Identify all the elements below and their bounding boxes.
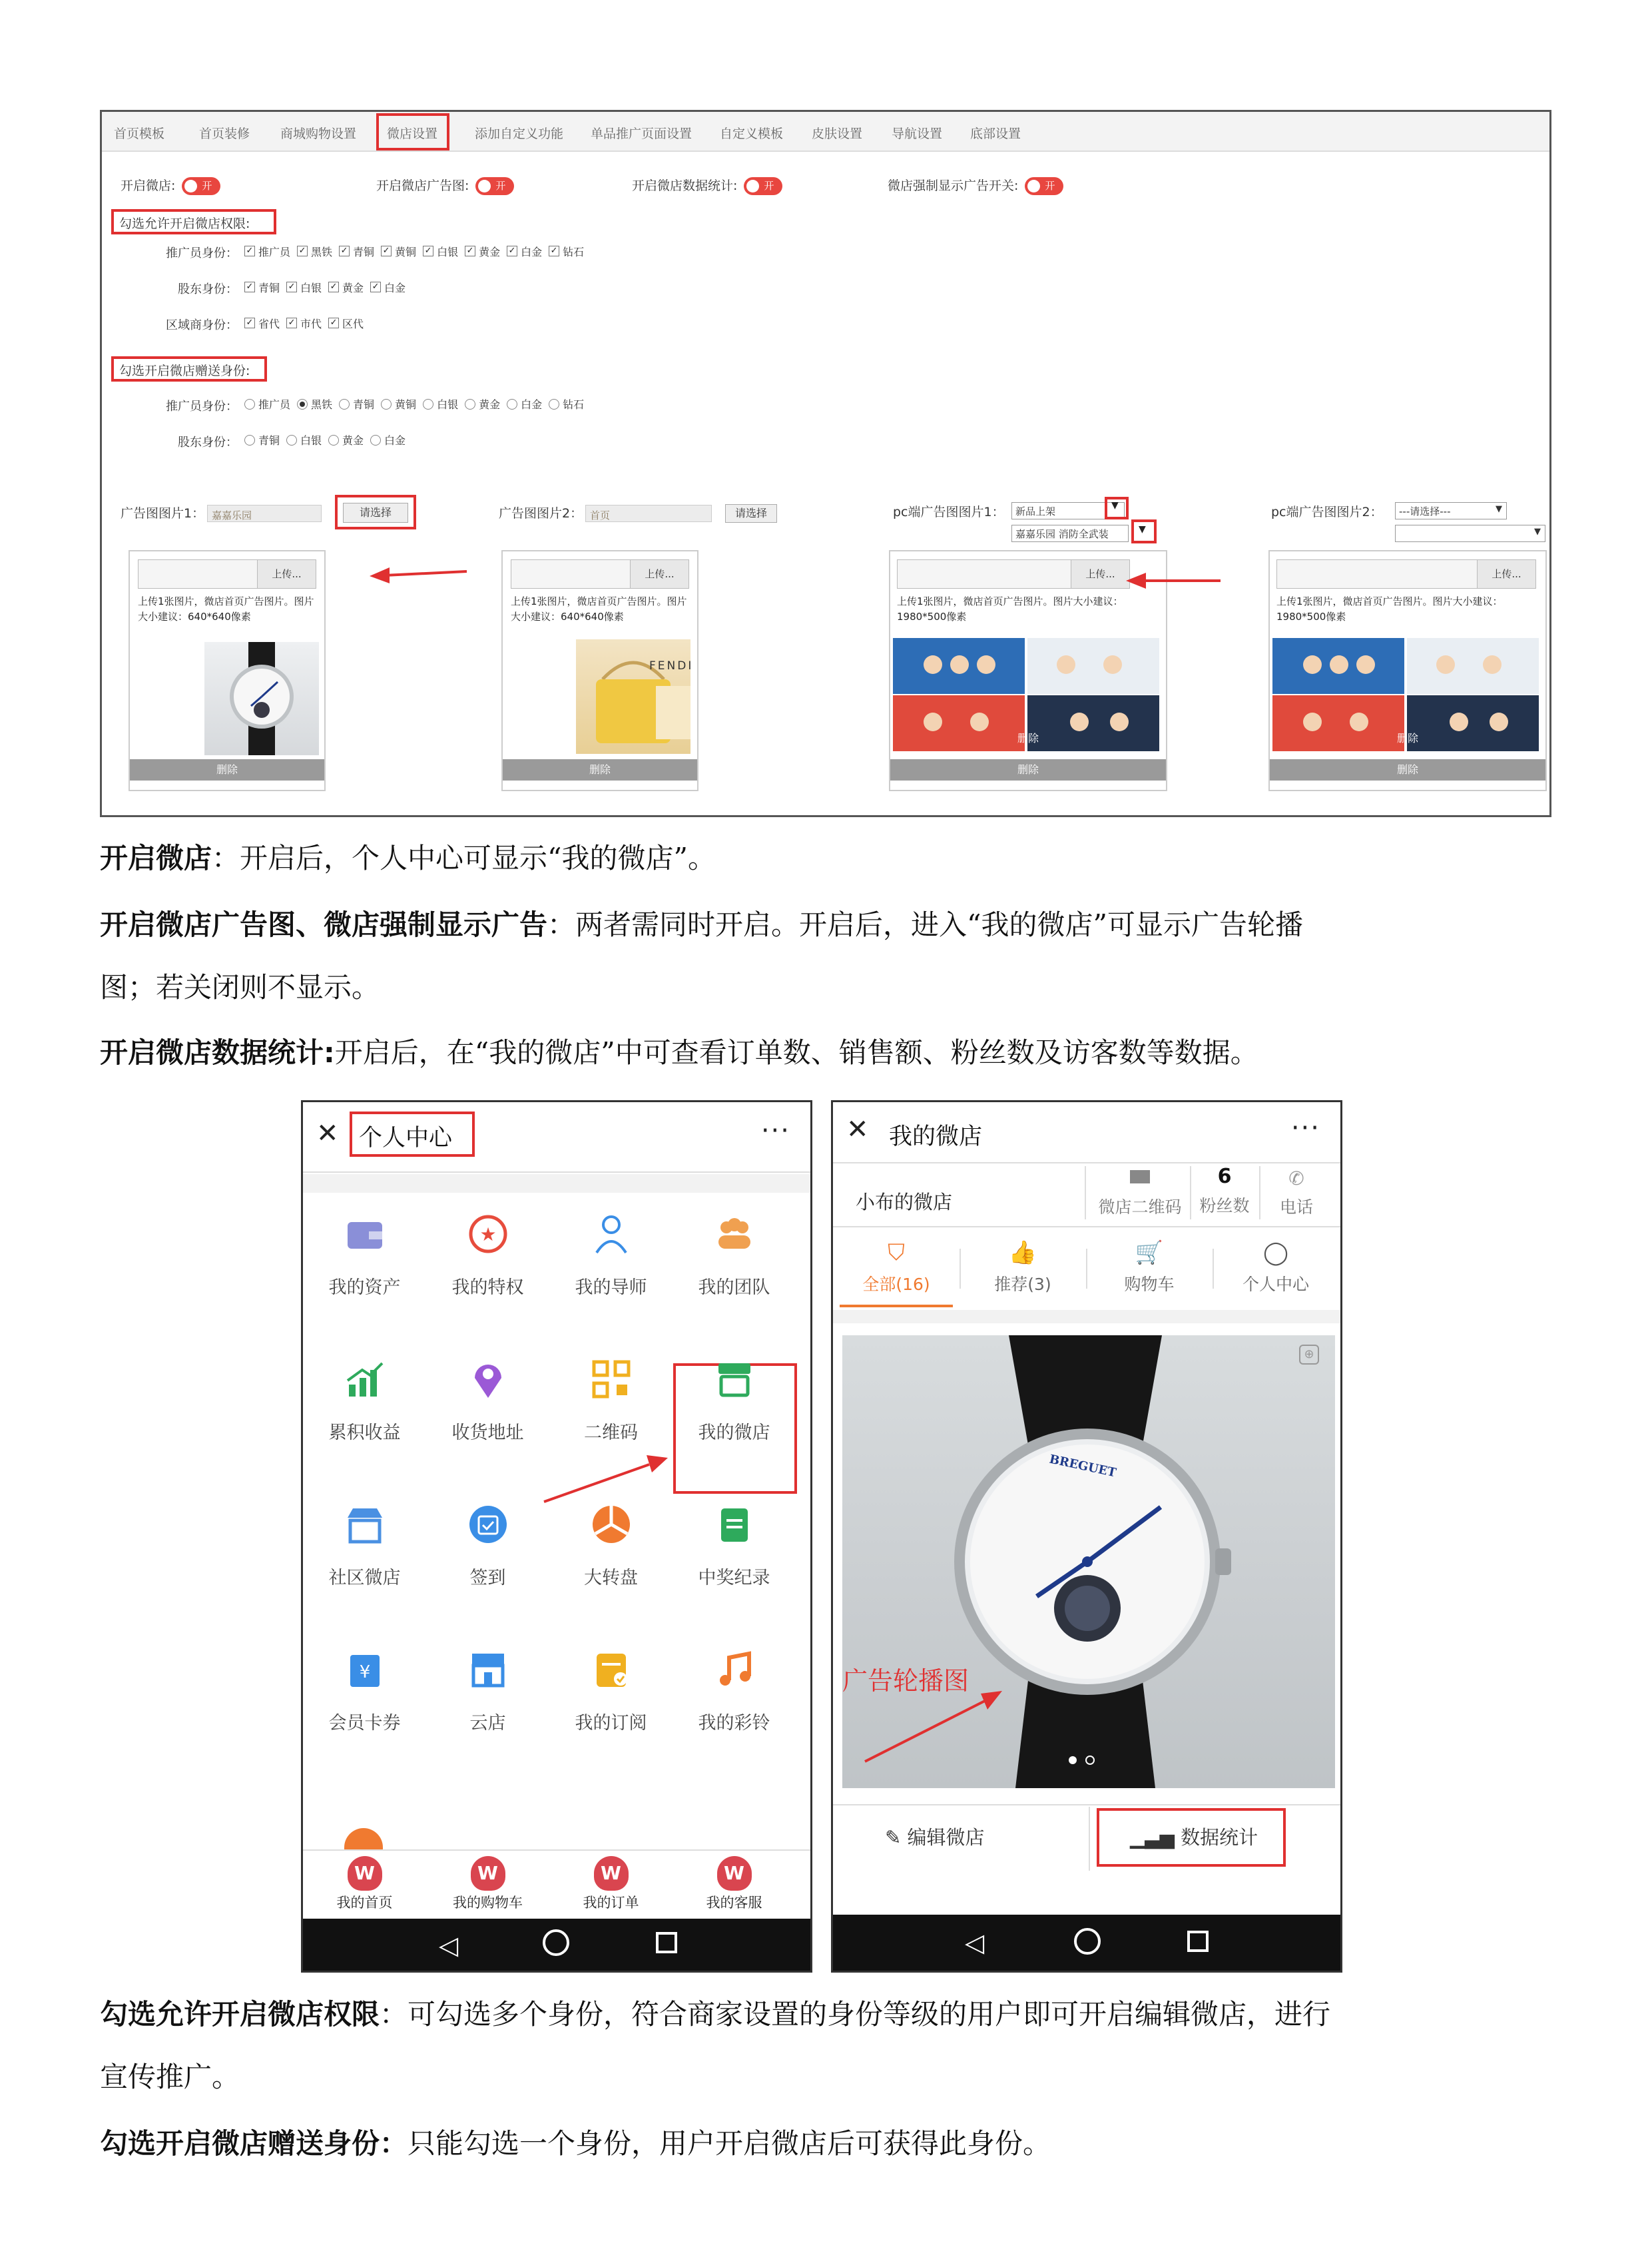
pc-ad1-delete-overlay: 删除 [1017,732,1039,745]
checkbox-checked[interactable]: ✓ [297,246,308,256]
bottom-tab-2[interactable] [549,1856,673,1912]
radio-selected[interactable] [297,399,308,410]
fans-stat [1193,1166,1256,1217]
grid-item-label: 中奖纪录 [698,1568,770,1588]
ad2-delete-button[interactable]: 删除 [503,759,697,781]
doc-paragraph-1 [100,840,716,876]
grid-item-label: 我的微店 [698,1423,770,1443]
svg-text:★: ★ [479,1223,497,1245]
phone-personal-center [301,1100,812,1973]
grid-item-0[interactable] [303,1210,426,1299]
checkbox-checked[interactable]: ✓ [465,246,475,256]
phone2-tab-label: 购物车 [1124,1275,1175,1294]
grid-item-10[interactable] [549,1500,673,1589]
heart-w-icon: W [348,1856,382,1891]
bottom-tab-1[interactable] [426,1856,549,1912]
grid-item-label: 累积收益 [328,1423,401,1443]
phone2-tab-0[interactable] [833,1230,960,1307]
grid-item-label: 收货地址 [451,1423,524,1443]
p2-text: ：两者需同时开启。开启后，进入“我的微店”可显示广告轮播 [547,908,1303,941]
home-icon[interactable] [1074,1928,1101,1955]
data-stats-label: 数据统计 [1181,1826,1258,1849]
back-icon[interactable]: ◁ [965,1928,985,1957]
gift-option[interactable] [549,396,584,412]
data-stats-button[interactable] [1130,1823,1258,1850]
toggle-switch[interactable]: 开 [1025,177,1063,195]
option-label: 白金 [521,245,543,258]
edit-shop-button[interactable] [885,1823,985,1850]
permit-options [244,315,370,331]
bottom-tab-label: 我的订单 [583,1895,639,1911]
option-label: 白银 [437,245,459,258]
tab-7[interactable]: 皮肤设置 [812,127,863,141]
tab-9[interactable]: 底部设置 [970,127,1021,141]
qrcode-icon [1094,1170,1186,1189]
close-icon[interactable]: ✕ [846,1114,869,1145]
switch-label: 开启微店数据统计: [632,178,738,193]
grid-item-label: 社区微店 [328,1568,401,1588]
checkbox-checked[interactable]: ✓ [328,318,339,328]
ad-carousel-annotation: 广告轮播图 [842,1666,969,1696]
pc-ad2-delete-overlay: 删除 [1396,732,1418,745]
ad1-input[interactable]: 嘉嘉乐园 [207,505,322,522]
option-label: 青铜 [353,245,375,258]
fendi-logo-text: FENDI [649,659,694,673]
permit-option[interactable] [286,280,322,295]
permit-option[interactable] [465,244,500,259]
phone-my-shop [831,1100,1342,1973]
wallet-icon [341,1210,389,1258]
radio-unselected[interactable] [381,399,392,410]
checkbox-checked[interactable]: ✓ [286,282,297,292]
stats-divider [1190,1166,1191,1219]
option-label: 青铜 [258,434,280,447]
ad1-label: 广告图图片1： [121,506,205,521]
stat-label: 粉丝数 [1199,1196,1250,1215]
zoom-icon[interactable]: ⊕ [1299,1345,1319,1365]
close-icon[interactable]: ✕ [316,1118,339,1149]
checkbox-checked[interactable]: ✓ [244,246,255,256]
doc-paragraph-2 [100,907,1303,943]
svg-text:¥: ¥ [359,1662,370,1682]
ad1-upload-button[interactable]: 上传... [257,560,316,588]
pencil-icon: ✎ [885,1826,902,1849]
gift-option[interactable] [465,396,500,412]
option-label: 钻石 [563,398,585,411]
doc-paragraph-2-cont: 图；若关闭则不显示。 [100,971,380,1004]
checkbox-checked[interactable]: ✓ [286,318,297,328]
grid-item-label: 签到 [469,1568,506,1588]
pc-ad2-upload-hint: 上传1张图片，微店首页广告图片。图片大小建议：1980*500像素 [1276,595,1503,623]
fans-count: 6 [1217,1165,1232,1188]
phone-icon: ✆ [1288,1167,1304,1189]
radio-unselected[interactable] [370,435,381,446]
tab-3[interactable]: 微店设置 [387,127,438,141]
star-badge-icon [464,1210,512,1258]
chevron-down-icon[interactable]: ▼ [1139,524,1146,535]
gift-option[interactable] [244,396,290,412]
option-label: 青铜 [353,398,375,411]
ad2-upload-hint: 上传1张图片，微店首页广告图片。图片大小建议：640*640像素 [511,595,687,623]
toggle-switch[interactable]: 开 [182,177,220,195]
p5-text: 只能勾选一个身份，用户开启微店后可获得此身份。 [408,2127,1051,2160]
switch-label: 开启微店: [121,178,176,193]
grid-item-label: 云店 [469,1713,506,1734]
grid-item-label: 我的特权 [451,1277,524,1298]
phone2-tab-3[interactable] [1213,1230,1339,1307]
doc-paragraph-3 [100,1035,1258,1071]
grid-item-label: 二维码 [584,1423,638,1443]
permit-option[interactable] [244,280,280,295]
switch-3 [888,176,1063,195]
switch-0 [121,176,220,195]
tab-5[interactable]: 单品推广页面设置 [591,127,692,141]
radio-unselected[interactable] [339,399,350,410]
doc-paragraph-4-cont: 宣传推广。 [100,2061,240,2093]
ad2-input[interactable]: 首页 [585,505,712,522]
tab-4[interactable]: 添加自定义功能 [475,127,564,141]
grid-item-9[interactable] [426,1500,549,1589]
qrcode-icon [587,1355,635,1403]
ad1-delete-button[interactable]: 删除 [130,759,324,781]
shop-name: 小布的微店 [856,1191,953,1213]
bottom-tab-3[interactable] [673,1856,796,1912]
coupon-icon [341,1646,389,1694]
switch-label: 开启微店广告图: [376,178,469,193]
option-label: 区代 [342,317,364,330]
checkbox-checked[interactable]: ✓ [370,282,381,292]
gift-option[interactable] [339,396,374,412]
grid-item-15[interactable] [673,1646,796,1734]
clipboard-icon [710,1500,758,1548]
option-label: 黄金 [342,281,364,294]
grid-item-label: 我的资产 [328,1277,401,1298]
shop-icon [710,1355,758,1403]
doc-paragraph-4 [100,1997,1330,2033]
grid-item-1[interactable] [426,1210,549,1299]
bar-chart-icon: ▁▃▅ [1130,1826,1175,1849]
checkbox-checked[interactable]: ✓ [244,318,255,328]
grid-item-label: 我的团队 [698,1277,770,1298]
switch-1 [376,176,514,195]
bottom-tab-label: 我的客服 [706,1895,762,1911]
pc-ad1-upload-hint: 上传1张图片，微店首页广告图片。图片大小建议：1980*500像素 [897,595,1123,623]
tab-8[interactable]: 导航设置 [892,127,943,141]
chart-up-icon [341,1355,389,1403]
active-tab-indicator [840,1305,953,1307]
grid-item-11[interactable] [673,1500,796,1589]
grid-item-label: 我的导师 [575,1277,647,1298]
option-label: 白银 [300,281,322,294]
ad2-label: 广告图图片2： [499,506,583,521]
permit-option[interactable] [328,280,364,295]
android-nav-bar [303,1919,810,1973]
option-label: 市代 [300,317,322,330]
pc-ad2-delete-button[interactable]: 删除 [1270,759,1545,781]
grid-item-label: 大转盘 [584,1568,638,1588]
p3-text: 开启后，在“我的微店”中可查看订单数、销售额、粉丝数及访客数等数据。 [334,1036,1258,1069]
gift-section-title: 勾选开启微店赠送身份: [119,364,250,378]
back-icon[interactable]: ◁ [439,1931,459,1960]
radio-unselected[interactable] [549,399,559,410]
team-icon [710,1210,758,1258]
pc-ad1-upload-button[interactable]: 上传... [1071,560,1129,588]
cloud-store-icon [464,1646,512,1694]
option-label: 黑铁 [311,398,333,411]
grid-item-label: 我的订阅 [575,1713,647,1734]
permit-option[interactable] [297,244,332,259]
gift-option[interactable] [328,432,364,448]
radio-unselected[interactable] [244,435,255,446]
option-label: 黄金 [479,245,501,258]
checkbox-checked[interactable]: ✓ [507,246,517,256]
stats-divider [1085,1166,1086,1219]
option-label: 黑铁 [311,245,333,258]
grid-item-13[interactable] [426,1646,549,1734]
phone2-tab-2[interactable] [1086,1230,1213,1307]
bottom-tab-label: 我的购物车 [453,1895,523,1911]
gift-option[interactable] [244,432,280,448]
music-icon [710,1646,758,1694]
chevron-down-icon: ▼ [1534,527,1541,537]
gift-option[interactable] [297,396,332,412]
grid-item-4[interactable] [303,1355,426,1444]
store-icon [341,1500,389,1548]
permit-option[interactable] [423,244,458,259]
phone2-header [833,1102,1340,1163]
option-label: 黄铜 [395,398,417,411]
bottom-tab-divider [303,1849,810,1851]
grid-item-2[interactable] [549,1210,673,1299]
shop-qrcode-stat[interactable] [1094,1170,1186,1218]
gift-options [244,432,412,448]
home-icon[interactable] [543,1929,569,1956]
option-label: 白银 [437,398,459,411]
permit-row-label: 股东身份： [178,282,238,296]
phone2-tab-label: 推荐(3) [994,1275,1051,1294]
switch-label: 微店强制显示广告开关: [888,178,1019,193]
tab-0[interactable]: 首页模板 [114,127,165,141]
chevron-down-icon: ▼ [1496,504,1502,514]
option-label: 白银 [300,434,322,447]
checkbox-checked[interactable]: ✓ [549,246,559,256]
option-label: 白金 [521,398,543,411]
bottom-tab-label: 我的首页 [336,1895,393,1911]
p5-bold: 勾选开启微店赠送身份： [100,2127,408,2160]
gift-option[interactable] [286,432,322,448]
grid-item-label: 会员卡券 [328,1713,401,1734]
p4-text: ：可勾选多个身份，符合商家设置的身份等级的用户即可开启编辑微店，进行 [380,1998,1331,2031]
permit-option[interactable] [507,244,542,259]
permit-section-title: 勾选允许开启微店权限: [119,216,250,231]
actions-separator [1089,1807,1090,1871]
radio-unselected[interactable] [328,435,339,446]
checkbox-checked[interactable]: ✓ [381,246,392,256]
chevron-down-icon[interactable]: ▼ [1111,500,1119,511]
tab-1[interactable]: 首页装修 [199,127,250,141]
heart-w-icon: W [717,1856,752,1891]
bag-icon: ⛉ [888,1239,905,1266]
heart-w-icon: W [471,1856,505,1891]
ad1-upload-hint: 上传1张图片，微店首页广告图片。图片大小建议：640*640像素 [138,595,314,623]
tabs-divider [833,1310,1340,1323]
permit-option[interactable] [370,280,406,295]
option-label: 推广员 [258,245,291,258]
option-label: 钻石 [563,245,585,258]
switch-2 [632,176,782,195]
stats-divider [1259,1166,1260,1219]
radio-unselected[interactable] [244,399,255,410]
gift-option[interactable] [507,396,542,412]
actions-divider [833,1804,1340,1805]
bottom-tab-0[interactable] [303,1856,426,1912]
option-label: 白金 [384,434,406,447]
p4-bold: 勾选允许开启微店权限 [100,1998,380,2031]
checkbox-checked[interactable]: ✓ [244,282,255,292]
grid-item-14[interactable] [549,1646,673,1734]
checkbox-checked[interactable]: ✓ [328,282,339,292]
p1-text: ：开启后，个人中心可显示“我的微店”。 [212,842,716,874]
cart-icon: 🛒 [1135,1239,1164,1266]
ad-carousel-banner[interactable] [842,1335,1335,1788]
permit-option[interactable] [328,316,364,331]
option-label: 黄金 [342,434,364,447]
annotation-arrows [102,112,1553,819]
android-nav-bar [833,1915,1340,1973]
ad2-choose-button[interactable]: 请选择 [725,504,777,523]
permit-option[interactable] [339,244,374,259]
radio-unselected[interactable] [286,435,297,446]
more-icon[interactable]: ··· [760,1116,790,1146]
teacher-icon [587,1210,635,1258]
grid-item-3[interactable] [673,1210,796,1299]
radio-unselected[interactable] [423,399,433,410]
option-label: 白金 [384,281,406,294]
permit-options [244,279,412,295]
pc-ad2-label: pc端广告图图片2： [1271,505,1383,519]
stat-label: 微店二维码 [1098,1197,1182,1217]
p1-bold: 开启微店 [100,842,212,874]
permit-row-label: 推广员身份： [166,246,238,260]
admin-settings-panel [100,110,1551,817]
heart-w-icon: W [594,1856,629,1891]
grid-item-5[interactable] [426,1355,549,1444]
subscribe-icon [587,1646,635,1694]
permit-options [244,243,591,259]
p3-bold: 开启微店数据统计: [100,1036,335,1069]
option-label: 黄金 [479,398,501,411]
recent-apps-icon[interactable] [656,1932,677,1953]
option-label: 省代 [258,317,280,330]
permit-option[interactable] [549,244,584,259]
phone2-title: 我的微店 [889,1123,983,1150]
permit-option[interactable] [286,316,322,331]
pc-ad1-select-item-value: 嘉嘉乐园 消防全武装 [1015,528,1109,540]
tab-6[interactable]: 自定义模板 [720,127,784,141]
doc-paragraph-5 [100,2126,1051,2162]
location-pin-icon [464,1355,512,1403]
thumbs-up-icon: 👍 [1008,1239,1037,1266]
calendar-check-icon [464,1500,512,1548]
grid-item-7[interactable] [673,1355,796,1444]
pc-ad1-delete-button[interactable]: 删除 [890,759,1166,781]
option-label: 黄铜 [395,245,417,258]
pc-ad2-select-category-value: ---请选择--- [1399,505,1451,517]
checkbox-checked[interactable]: ✓ [423,246,433,256]
option-label: 推广员 [258,398,291,411]
gift-row-label: 推广员身份： [166,400,238,414]
permit-option[interactable] [244,244,290,259]
annotation-arrow [842,1335,1335,1788]
permit-option[interactable] [244,316,280,331]
gift-option[interactable] [423,396,458,412]
permit-option[interactable] [381,244,416,259]
recent-apps-icon[interactable] [1187,1931,1209,1952]
toggle-switch[interactable]: 开 [744,177,782,195]
toggle-switch[interactable]: 开 [475,177,514,195]
user-icon: ◯ [1262,1239,1289,1266]
phone1-title: 个人中心 [359,1125,453,1151]
phone2-tab-1[interactable] [960,1230,1086,1307]
grid-item-8[interactable] [303,1500,426,1589]
pc-ad1-select-category-value: 新品上架 [1015,505,1056,517]
ad1-choose-button[interactable]: 请选择 [343,503,408,523]
watch-brand-text: BREGUET [1047,1452,1118,1480]
option-label: 青铜 [258,281,280,294]
p2-bold: 开启微店广告图、微店强制显示广告 [100,908,548,941]
edit-shop-label: 编辑微店 [907,1826,985,1849]
phone2-tab-label: 个人中心 [1242,1275,1309,1294]
phone2-tab-label: 全部(16) [862,1275,930,1294]
gift-row-label: 股东身份： [178,436,238,450]
pc-ad2-upload-button[interactable]: 上传... [1477,560,1535,588]
gift-option[interactable] [370,432,406,448]
wheel-icon [587,1500,635,1548]
checkbox-checked[interactable]: ✓ [339,246,350,256]
header-divider [833,1226,1340,1227]
grid-item-label: 我的彩铃 [698,1713,770,1734]
ad2-upload-button[interactable]: 上传... [630,560,688,588]
gift-option[interactable] [381,396,416,412]
gift-options [244,396,591,412]
radio-unselected[interactable] [507,399,517,410]
pc-ad1-label: pc端广告图图片1： [893,505,1005,519]
radio-unselected[interactable] [465,399,475,410]
grid-item-12[interactable] [303,1646,426,1734]
tab-2[interactable]: 商城购物设置 [280,127,357,141]
grid-item-6[interactable] [549,1355,673,1444]
more-icon[interactable]: ··· [1290,1113,1320,1143]
phone-stat[interactable] [1263,1169,1330,1218]
permit-row-label: 区域商身份： [166,318,238,332]
stat-label: 电话 [1279,1197,1313,1217]
